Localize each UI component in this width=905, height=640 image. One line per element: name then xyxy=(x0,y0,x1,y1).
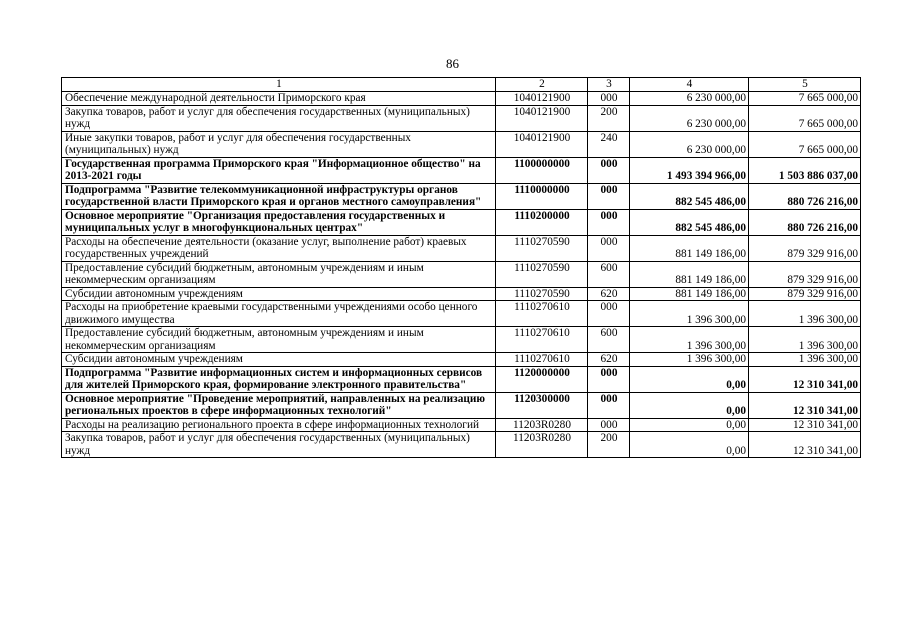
table-row xyxy=(62,432,861,458)
row-name-cell: Расходы на приобретение краевыми государственными учреждениями особо ценного движимого имущества xyxy=(62,301,496,327)
row-name-cell: Подпрограмма "Развитие телекоммуникационной инфраструктуры органов государственной власти Приморского края и органов местного самоуправления" xyxy=(62,183,496,209)
row-amount-col5-cell: 7 665 000,00 xyxy=(749,105,861,131)
row-amount-col4-cell: 881 149 186,00 xyxy=(630,287,749,301)
row-amount-col4-cell: 6 230 000,00 xyxy=(630,105,749,131)
table-row xyxy=(62,183,861,209)
table-row xyxy=(62,261,861,287)
table-row xyxy=(62,209,861,235)
row-amount-col4-cell: 1 396 300,00 xyxy=(630,353,749,367)
row-amount-col4-cell: 882 545 486,00 xyxy=(630,183,749,209)
row-kind-cell: 000 xyxy=(588,235,630,261)
row-kind-cell: 620 xyxy=(588,287,630,301)
row-name-cell: Предоставление субсидий бюджетным, автономным учреждениям и иным некоммерческим организациям xyxy=(62,261,496,287)
row-name-cell: Государственная программа Приморского края "Информационное общество" на 2013-2021 годы xyxy=(62,157,496,183)
row-kind-cell: 000 xyxy=(588,157,630,183)
table-row xyxy=(62,235,861,261)
row-name-cell: Расходы на реализацию регионального проекта в сфере информационных технологий xyxy=(62,418,496,432)
row-amount-col4-cell: 1 396 300,00 xyxy=(630,301,749,327)
row-code-cell: 1110270610 xyxy=(496,301,588,327)
row-code-cell: 11203R0280 xyxy=(496,418,588,432)
row-amount-col4-cell: 6 230 000,00 xyxy=(630,131,749,157)
row-amount-col5-cell: 12 310 341,00 xyxy=(749,418,861,432)
row-amount-col5-cell: 7 665 000,00 xyxy=(749,131,861,157)
row-amount-col5-cell: 880 726 216,00 xyxy=(749,209,861,235)
row-name-cell: Субсидии автономным учреждениям xyxy=(62,287,496,301)
row-amount-col5-cell: 1 396 300,00 xyxy=(749,353,861,367)
row-code-cell: 1110270590 xyxy=(496,261,588,287)
page-number: 86 xyxy=(446,56,459,71)
row-kind-cell: 000 xyxy=(588,209,630,235)
row-amount-col4-cell: 882 545 486,00 xyxy=(630,209,749,235)
table-row xyxy=(62,105,861,131)
row-code-cell: 11203R0280 xyxy=(496,432,588,458)
row-code-cell: 1110000000 xyxy=(496,183,588,209)
row-name-cell: Обеспечение международной деятельности Приморского края xyxy=(62,92,496,106)
row-code-cell: 1040121900 xyxy=(496,105,588,131)
table-row xyxy=(62,301,861,327)
row-kind-cell: 000 xyxy=(588,92,630,106)
row-kind-cell: 000 xyxy=(588,301,630,327)
table-row xyxy=(62,131,861,157)
table-row xyxy=(62,287,861,301)
row-name-cell: Основное мероприятие "Организация предоставления государственных и муниципальных услуг в многофункциональных центрах" xyxy=(62,209,496,235)
table-row xyxy=(62,353,861,367)
row-name-cell: Закупка товаров, работ и услуг для обеспечения государственных (муниципальных) нужд xyxy=(62,432,496,458)
row-amount-col5-cell: 1 396 300,00 xyxy=(749,327,861,353)
row-code-cell: 1120000000 xyxy=(496,366,588,392)
row-kind-cell: 200 xyxy=(588,105,630,131)
row-code-cell: 1110200000 xyxy=(496,209,588,235)
row-amount-col5-cell: 12 310 341,00 xyxy=(749,366,861,392)
table-row xyxy=(62,366,861,392)
row-amount-col4-cell: 0,00 xyxy=(630,432,749,458)
row-amount-col4-cell: 0,00 xyxy=(630,418,749,432)
budget-table xyxy=(61,77,861,458)
row-code-cell: 1110270610 xyxy=(496,327,588,353)
row-amount-col4-cell: 1 493 394 966,00 xyxy=(630,157,749,183)
row-kind-cell: 620 xyxy=(588,353,630,367)
row-amount-col5-cell: 12 310 341,00 xyxy=(749,392,861,418)
row-kind-cell: 000 xyxy=(588,418,630,432)
row-amount-col4-cell: 881 149 186,00 xyxy=(630,261,749,287)
row-kind-cell: 200 xyxy=(588,432,630,458)
column-header: 5 xyxy=(749,78,861,92)
row-kind-cell: 600 xyxy=(588,327,630,353)
column-header: 2 xyxy=(496,78,588,92)
row-amount-col5-cell: 1 396 300,00 xyxy=(749,301,861,327)
row-kind-cell: 000 xyxy=(588,183,630,209)
row-amount-col4-cell: 6 230 000,00 xyxy=(630,92,749,106)
row-name-cell: Основное мероприятие "Проведение мероприятий, направленных на реализацию региональных проектов в сфере информационных технологий" xyxy=(62,392,496,418)
table-row xyxy=(62,418,861,432)
table-row xyxy=(62,392,861,418)
table-row xyxy=(62,327,861,353)
row-code-cell: 1110270590 xyxy=(496,235,588,261)
row-kind-cell: 240 xyxy=(588,131,630,157)
column-header: 1 xyxy=(62,78,496,92)
table-row xyxy=(62,157,861,183)
row-code-cell: 1040121900 xyxy=(496,92,588,106)
row-amount-col4-cell: 0,00 xyxy=(630,366,749,392)
row-amount-col4-cell: 1 396 300,00 xyxy=(630,327,749,353)
row-code-cell: 1120300000 xyxy=(496,392,588,418)
table-row xyxy=(62,92,861,106)
column-header: 4 xyxy=(630,78,749,92)
row-code-cell: 1100000000 xyxy=(496,157,588,183)
row-name-cell: Расходы на обеспечение деятельности (оказание услуг, выполнение работ) краевых государственных учреждений xyxy=(62,235,496,261)
row-amount-col5-cell: 12 310 341,00 xyxy=(749,432,861,458)
row-amount-col5-cell: 879 329 916,00 xyxy=(749,261,861,287)
row-kind-cell: 600 xyxy=(588,261,630,287)
row-name-cell: Предоставление субсидий бюджетным, автономным учреждениям и иным некоммерческим организациям xyxy=(62,327,496,353)
row-name-cell: Закупка товаров, работ и услуг для обеспечения государственных (муниципальных) нужд xyxy=(62,105,496,131)
row-name-cell: Субсидии автономным учреждениям xyxy=(62,353,496,367)
row-amount-col5-cell: 880 726 216,00 xyxy=(749,183,861,209)
row-amount-col4-cell: 881 149 186,00 xyxy=(630,235,749,261)
row-name-cell: Подпрограмма "Развитие информационных систем и информационных сервисов для жителей Приморского края, формирование электронного правительства" xyxy=(62,366,496,392)
column-header: 3 xyxy=(588,78,630,92)
row-amount-col5-cell: 7 665 000,00 xyxy=(749,92,861,106)
row-amount-col5-cell: 1 503 886 037,00 xyxy=(749,157,861,183)
row-amount-col4-cell: 0,00 xyxy=(630,392,749,418)
row-kind-cell: 000 xyxy=(588,392,630,418)
row-code-cell: 1040121900 xyxy=(496,131,588,157)
table-header-row xyxy=(62,78,861,92)
row-code-cell: 1110270590 xyxy=(496,287,588,301)
row-name-cell: Иные закупки товаров, работ и услуг для обеспечения государственных (муниципальных) нужд xyxy=(62,131,496,157)
row-amount-col5-cell: 879 329 916,00 xyxy=(749,235,861,261)
row-code-cell: 1110270610 xyxy=(496,353,588,367)
row-kind-cell: 000 xyxy=(588,366,630,392)
row-amount-col5-cell: 879 329 916,00 xyxy=(749,287,861,301)
